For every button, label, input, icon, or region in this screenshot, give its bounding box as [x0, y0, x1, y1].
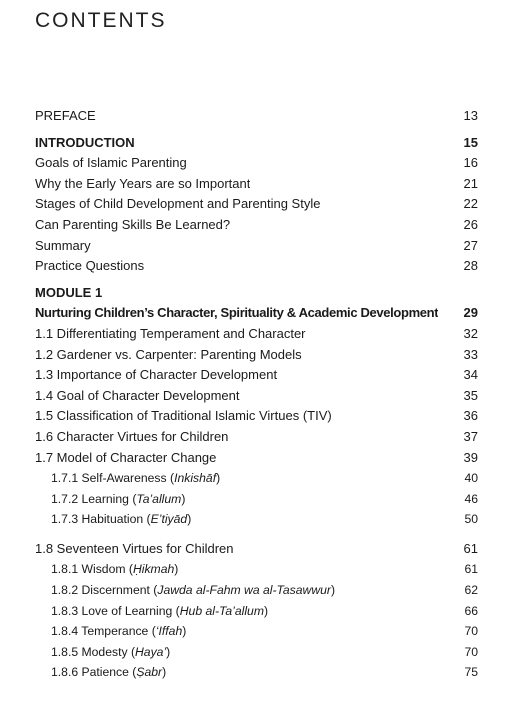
toc-entry[interactable]	[35, 427, 478, 448]
toc-entry-preface[interactable]	[35, 106, 478, 127]
toc-entry[interactable]	[35, 256, 478, 277]
toc-subentry[interactable]	[35, 559, 478, 580]
toc-entry-label: Practice Questions	[35, 258, 145, 274]
toc-entry-page: 15	[463, 134, 478, 150]
toc-entry-page: 16	[463, 155, 478, 171]
toc-entry-introduction[interactable]	[35, 133, 478, 154]
toc-subentry[interactable]	[35, 489, 478, 510]
toc-entry[interactable]	[35, 236, 478, 257]
toc-entry[interactable]	[35, 406, 478, 427]
toc-entry-term: ‘Iffah	[155, 624, 183, 639]
toc-entry[interactable]	[35, 539, 478, 560]
toc-entry-label: 1.7.1 Self-Awareness (Inkishāf)	[51, 471, 221, 486]
toc-entry-term: Inkishāf	[174, 471, 217, 486]
toc-entry-page: 50	[464, 512, 478, 527]
toc-entry-page: 70	[464, 644, 478, 659]
toc-entry-label: Why the Early Years are so Important	[35, 175, 251, 191]
toc-module-label: MODULE 1	[35, 284, 103, 300]
toc-subentry[interactable]	[35, 642, 478, 663]
toc-subentry[interactable]	[35, 509, 478, 530]
toc-entry-page: 21	[463, 175, 478, 191]
toc-entry[interactable]	[35, 153, 478, 174]
toc-entry-page: 27	[463, 237, 478, 253]
toc-entry-label: Nurturing Children’s Character, Spirituality & Academic Development	[35, 305, 439, 321]
toc-subentry[interactable]	[35, 621, 478, 642]
toc-entry-label: Can Parenting Skills Be Learned?	[35, 216, 231, 232]
toc-entry-page: 34	[463, 367, 478, 383]
toc-entry-page: 75	[464, 665, 478, 680]
toc-entry[interactable]	[35, 365, 478, 386]
toc-entry-page: 13	[463, 108, 478, 123]
toc-entry-page: 22	[463, 196, 478, 212]
toc-entry-page: 33	[463, 346, 478, 362]
toc-entry[interactable]	[35, 174, 478, 195]
toc-entry-term: Ḥikmah	[132, 562, 175, 577]
toc-entry[interactable]	[35, 448, 478, 469]
toc-entry-page: 32	[463, 325, 478, 341]
toc-entry-label: 1.5 Classification of Traditional Islamic Virtues (TIV)	[35, 408, 332, 424]
toc-entry-label: 1.8.2 Discernment (Jawda al-Fahm wa al-Tasawwur)	[51, 583, 336, 598]
toc-entry-label: 1.2 Gardener vs. Carpenter: Parenting Models	[35, 346, 302, 362]
toc-entry-page: 46	[464, 491, 478, 506]
toc-entry-label: INTRODUCTION	[35, 134, 135, 150]
toc-entry-page: 29	[463, 305, 478, 321]
toc-entry-page: 40	[464, 471, 478, 486]
toc-entry[interactable]	[35, 324, 478, 345]
toc-entry-page: 37	[463, 428, 478, 444]
toc-entry-label: Goals of Islamic Parenting	[35, 155, 187, 171]
toc-entry-label: 1.7.3 Habituation (E’tiyād)	[51, 512, 192, 527]
toc-entry-page: 35	[463, 387, 478, 403]
toc-subentry[interactable]	[35, 662, 478, 683]
toc-entry-label: 1.8.1 Wisdom (Ḥikmah)	[51, 562, 179, 577]
toc-entry-label: 1.8 Seventeen Virtues for Children	[35, 540, 234, 556]
toc-entry-label: 1.4 Goal of Character Development	[35, 387, 240, 403]
toc-entry[interactable]	[35, 215, 478, 236]
toc-entry-label: 1.7.2 Learning (Ta’allum)	[51, 491, 186, 506]
toc-entry-module-title[interactable]	[35, 303, 478, 324]
toc-entry[interactable]	[35, 345, 478, 366]
toc-entry-term: Hub al-Ta’allum	[179, 603, 264, 618]
table-of-contents	[35, 106, 478, 683]
toc-entry[interactable]	[35, 386, 478, 407]
toc-entry-page: 62	[464, 583, 478, 598]
toc-entry-term: Haya’	[135, 644, 167, 659]
toc-subentry[interactable]	[35, 580, 478, 601]
toc-entry-page: 70	[464, 624, 478, 639]
toc-entry-label: 1.3 Importance of Character Development	[35, 367, 278, 383]
toc-entry-label: Stages of Child Development and Parenting Style	[35, 196, 321, 212]
page-title: CONTENTS	[35, 9, 167, 32]
toc-entry-page: 36	[463, 408, 478, 424]
toc-entry-label: 1.8.5 Modesty (Haya’)	[51, 644, 171, 659]
toc-entry-term: Jawda al-Fahm wa al-Tasawwur	[157, 583, 331, 598]
toc-entry-term: Ta’allum	[136, 491, 182, 506]
toc-entry-label: 1.8.4 Temperance (‘Iffah)	[51, 624, 187, 639]
toc-entry-label: 1.6 Character Virtues for Children	[35, 428, 229, 444]
toc-entry-label: Summary	[35, 237, 91, 253]
toc-entry-term: Ṣabr	[136, 665, 163, 680]
toc-entry-term: E’tiyād	[150, 512, 188, 527]
toc-entry-page: 26	[463, 216, 478, 232]
toc-entry-label: 1.1 Differentiating Temperament and Character	[35, 325, 306, 341]
toc-entry-page: 39	[463, 449, 478, 465]
toc-subentry[interactable]	[35, 601, 478, 622]
toc-entry-label: 1.8.3 Love of Learning (Hub al-Ta’allum)	[51, 603, 269, 618]
toc-entry-page: 61	[463, 540, 478, 556]
toc-module-heading	[35, 283, 478, 304]
toc-entry-label: 1.8.6 Patience (Ṣabr)	[51, 665, 167, 680]
toc-entry-label: PREFACE	[35, 108, 96, 123]
toc-subentry[interactable]	[35, 468, 478, 489]
toc-entry-page: 66	[464, 603, 478, 618]
toc-entry-page: 28	[463, 258, 478, 274]
toc-entry[interactable]	[35, 194, 478, 215]
toc-entry-page: 61	[464, 562, 478, 577]
toc-entry-label: 1.7 Model of Character Change	[35, 449, 217, 465]
